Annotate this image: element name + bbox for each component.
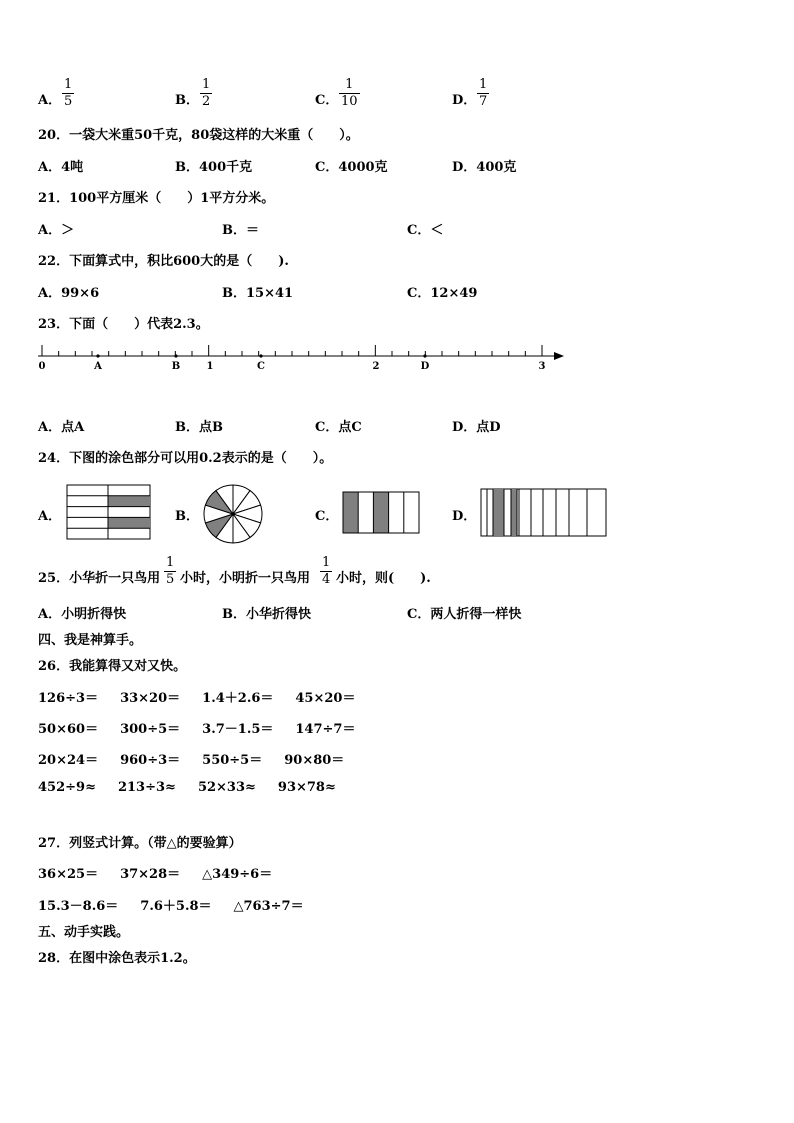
q22-option-a[interactable]: A．99×6 — [38, 286, 100, 301]
calc-item: 90×80＝ — [284, 753, 345, 768]
calc-item: 33×20＝ — [120, 691, 181, 706]
fraction-numerator: 1 — [64, 77, 73, 92]
q24-option-c-letter[interactable]: C． — [315, 509, 339, 524]
number-line-label-b: B — [171, 361, 181, 372]
q19-option-d-fraction — [477, 78, 489, 109]
q28-question: 28．在图中涂色表示1.2。 — [38, 951, 196, 966]
fraction-denominator: 5 — [64, 94, 73, 109]
calc-item: △349÷6＝ — [202, 867, 273, 882]
q27-title: 27．列竖式计算。（带△的要验算） — [38, 836, 242, 851]
q25-fraction-1 — [164, 556, 176, 587]
q19-option-c-letter: C． — [315, 93, 339, 108]
calc-item: 52×33≈ — [197, 780, 256, 795]
q23-question: 23．下面（ ）代表2.3。 — [38, 317, 209, 332]
q21-option-a[interactable]: A．＞ — [38, 223, 75, 238]
calc-item: 213÷3≈ — [117, 780, 176, 795]
q26-row-2 — [38, 718, 377, 737]
q24-option-d-letter[interactable]: D． — [452, 509, 477, 524]
q21-option-c[interactable]: C．＜ — [407, 223, 444, 238]
q26-title: 26．我能算得又对又快。 — [38, 659, 187, 674]
q25-text-2: 小时，小明折一只鸟用 — [180, 571, 311, 586]
number-line-arrow-icon — [554, 352, 564, 360]
q19-option-a-fraction — [62, 78, 74, 109]
calc-item: 45×20＝ — [295, 691, 356, 706]
calc-item: △763÷7＝ — [233, 899, 304, 914]
fraction-denominator: 7 — [479, 94, 488, 109]
calc-item: 93×78≈ — [277, 780, 336, 795]
fraction-denominator: 4 — [322, 572, 331, 587]
q20-option-d[interactable]: D．400克 — [452, 160, 517, 175]
calc-item: 550÷5＝ — [202, 753, 263, 768]
number-line-point — [259, 354, 262, 357]
q25-fraction-2 — [320, 556, 332, 587]
q21-question: 21．100平方厘米（ ）1平方分米。 — [38, 191, 275, 206]
q24-figure-c-strips — [342, 491, 422, 535]
q20-option-a[interactable]: A．4吨 — [38, 160, 84, 175]
number-line-label-d: D — [420, 361, 430, 372]
q27-row-2 — [38, 895, 326, 914]
fraction-numerator: 1 — [345, 77, 354, 92]
q24-figure-a-grid — [66, 484, 152, 542]
number-line-label-0: 0 — [38, 361, 46, 372]
fraction-denominator: 10 — [341, 94, 358, 109]
q24-option-b-letter[interactable]: B． — [175, 509, 199, 524]
q25-text-1: 25．小华折一只鸟用 — [38, 571, 161, 586]
calc-item: 126÷3＝ — [38, 691, 99, 706]
q24-question: 24．下图的涂色部分可以用0.2表示的是（ ）。 — [38, 451, 333, 466]
number-line-label-c: C — [257, 361, 265, 372]
q23-option-a[interactable]: A．点A — [38, 420, 85, 435]
q24-figure-d-strips — [480, 488, 608, 538]
fraction-denominator: 2 — [202, 94, 211, 109]
fraction-denominator: 5 — [166, 572, 175, 587]
q20-option-b[interactable]: B．400千克 — [175, 160, 253, 175]
q24-option-a-letter[interactable]: A． — [38, 509, 62, 524]
calc-item: 15.3－8.6＝ — [38, 899, 119, 914]
number-line-label-3: 3 — [538, 361, 546, 372]
q26-row-3 — [38, 749, 366, 768]
number-line-label-2: 2 — [372, 361, 380, 372]
q23-option-b[interactable]: B．点B — [175, 420, 223, 435]
q25-option-a[interactable]: A．小明折得快 — [38, 607, 127, 622]
calc-item: 50×60＝ — [38, 722, 99, 737]
q24-figure-b-circle — [202, 483, 264, 545]
q25-text-3: 小时，则( ). — [336, 571, 431, 586]
calc-item: 300÷5＝ — [120, 722, 181, 737]
number-line — [34, 338, 570, 374]
q20-option-c[interactable]: C．4000克 — [315, 160, 388, 175]
q23-option-d[interactable]: D．点D — [452, 420, 501, 435]
q19-option-d-letter: D． — [452, 93, 477, 108]
q19-option-b-fraction — [200, 78, 212, 109]
calc-item: 37×28＝ — [120, 867, 181, 882]
fraction-numerator: 1 — [479, 77, 488, 92]
calc-item: 452÷9≈ — [38, 780, 96, 795]
number-line-point — [174, 354, 177, 357]
calc-item: 147÷7＝ — [295, 722, 356, 737]
number-line-label-1: 1 — [206, 361, 214, 372]
number-line-point — [423, 354, 426, 357]
calc-item: 7.6＋5.8＝ — [140, 899, 212, 914]
q23-option-c[interactable]: C．点C — [315, 420, 362, 435]
q19-option-c-fraction — [339, 78, 360, 109]
q26-row-4 — [38, 780, 358, 795]
number-line-point — [96, 354, 99, 357]
q22-option-c[interactable]: C．12×49 — [407, 286, 478, 301]
fraction-numerator: 1 — [166, 555, 175, 570]
q27-row-1 — [38, 863, 294, 882]
q22-question: 22．下面算式中，积比600大的是（ ). — [38, 254, 289, 269]
q22-option-b[interactable]: B．15×41 — [222, 286, 294, 301]
q20-question: 20．一袋大米重50千克，80袋这样的大米重（ ）。 — [38, 128, 359, 143]
section-4-heading: 四、我是神算手。 — [38, 633, 143, 648]
calc-item: 960÷3＝ — [120, 753, 181, 768]
number-line-label-a: A — [94, 361, 102, 372]
q26-row-1 — [38, 687, 377, 706]
q19-option-b-letter: B． — [175, 93, 199, 108]
q19-option-a-letter: A． — [38, 93, 62, 108]
q25-option-c[interactable]: C．两人折得一样快 — [407, 607, 522, 622]
fraction-numerator: 1 — [202, 77, 211, 92]
calc-item: 1.4＋2.6＝ — [202, 691, 274, 706]
calc-item: 36×25＝ — [38, 867, 99, 882]
calc-item: 3.7－1.5＝ — [202, 722, 274, 737]
calc-item: 20×24＝ — [38, 753, 99, 768]
q21-option-b[interactable]: B．＝ — [222, 223, 259, 238]
q25-option-b[interactable]: B．小华折得快 — [222, 607, 311, 622]
fraction-numerator: 1 — [322, 555, 331, 570]
section-5-heading: 五、动手实践。 — [38, 925, 130, 940]
